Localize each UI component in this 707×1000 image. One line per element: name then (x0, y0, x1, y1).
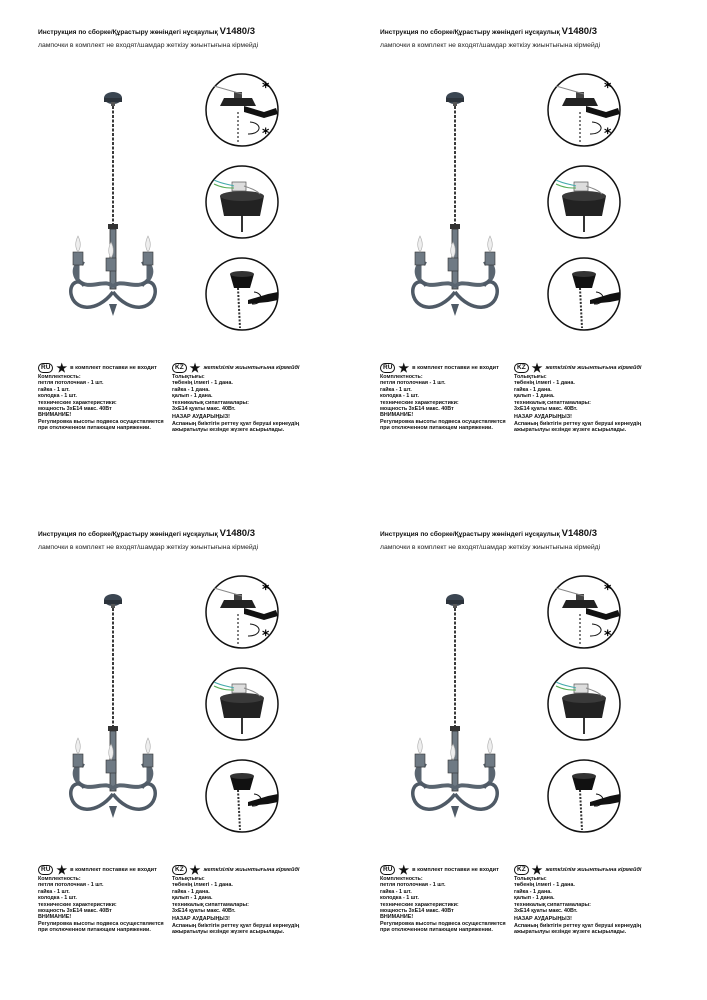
ru-kit-title: Комплектность: (38, 374, 81, 380)
kz-kit-item: төбенің ілмегі - 1 дана. (172, 882, 233, 889)
ru-kit-item: гайка - 1 шт. (380, 888, 412, 895)
kz-kit-title: Толықтығы: (172, 876, 205, 882)
kz-header (514, 864, 664, 876)
assembly-steps-illustration (204, 574, 280, 836)
kz-specs: 3хЕ14 қуаты макс. 40Вт. (514, 908, 578, 915)
kz-badge: KZ (172, 865, 187, 875)
kz-specs: 3хЕ14 қуаты макс. 40Вт. (172, 406, 236, 413)
star-icon: ★ (398, 361, 410, 375)
ru-specs: мощность 3хЕ14 макс. 40Вт (38, 908, 112, 915)
svg-text:*: * (604, 80, 612, 96)
kz-kit-item: қалып - 1 дана. (514, 393, 555, 400)
ru-section (380, 362, 530, 432)
instruction-panel-bottom-left (38, 524, 378, 994)
ru-kit-item: петля потолочная - 1 шт. (380, 882, 446, 889)
kz-specs-title: техникалық сипаттамалары: (172, 399, 249, 406)
ru-specs: мощность 3хЕ14 макс. 40Вт (380, 406, 454, 413)
assembly-steps-illustration (546, 72, 622, 334)
kz-star-note: жеткізілім жиынтығына кірмейді (545, 365, 642, 371)
model-number: V1480/3 (219, 26, 256, 37)
ru-kit-item: колодка - 1 шт. (38, 895, 77, 902)
ru-badge: RU (38, 363, 53, 373)
kz-header (514, 362, 664, 374)
ru-specs: мощность 3хЕ14 макс. 40Вт (38, 406, 112, 413)
ru-warning-line: Регулировка высоты подвеса осуществляется (380, 418, 506, 425)
kz-section (514, 864, 664, 936)
ru-warning-title: ВНИМАНИЕ! (380, 914, 414, 921)
kz-kit-item: төбенің ілмегі - 1 дана. (514, 882, 575, 889)
ru-warning-line: Регулировка высоты подвеса осуществляется (38, 418, 164, 425)
kz-kit-item: гайка - 1 дана. (514, 888, 552, 895)
kz-badge: KZ (172, 363, 187, 373)
ru-kit-item: петля потолочная - 1 шт. (38, 380, 104, 387)
ru-warning-line: при отключенном питающем напряжении. (38, 927, 151, 934)
kz-warning-line: Аспаның биіктігін реттеу қуат беруші кернеудің (172, 420, 300, 427)
star-icon: ★ (531, 863, 543, 877)
ru-header (380, 864, 530, 876)
instruction-title: Инструкция по сборке/Құрастыру жөніндегі нұсқаулық V1480/3 (38, 26, 256, 37)
kz-specs-title: техникалық сипаттамалары: (172, 901, 249, 908)
ru-kit-title: Комплектность: (38, 876, 81, 882)
ru-badge: RU (380, 363, 395, 373)
kz-warning-title: НАЗАР АУДАРЫҢЫЗ! (514, 916, 572, 923)
instruction-title: Инструкция по сборке/Құрастыру жөніндегі нұсқаулық V1480/3 (380, 26, 598, 37)
kz-kit-item: төбенің ілмегі - 1 дана. (172, 380, 233, 387)
ru-star-note: в комплект поставки не входит (70, 365, 157, 371)
kz-kit-item: төбенің ілмегі - 1 дана. (514, 380, 575, 387)
kz-warning-title: НАЗАР АУДАРЫҢЫЗ! (172, 414, 230, 421)
ru-star-note: в комплект поставки не входит (412, 365, 499, 371)
svg-text:*: * (604, 628, 612, 644)
kz-badge: KZ (514, 363, 529, 373)
star-icon: ★ (189, 863, 201, 877)
star-icon: ★ (398, 863, 410, 877)
kz-header (172, 864, 322, 876)
ru-header (38, 362, 188, 374)
ru-kit-item: колодка - 1 шт. (38, 393, 77, 400)
ru-kit-item: петля потолочная - 1 шт. (380, 380, 446, 387)
chandelier-illustration (408, 584, 528, 846)
kz-kit-item: қалып - 1 дана. (514, 895, 555, 902)
ru-star-note: в комплект поставки не входит (70, 867, 157, 873)
kz-warning-line: ажыратылуы кезінде жүзеге асырылады. (172, 427, 285, 434)
ru-warning-title: ВНИМАНИЕ! (38, 412, 72, 419)
instruction-panel-top-left (38, 22, 378, 492)
ru-warning-line: Регулировка высоты подвеса осуществляется (38, 920, 164, 927)
ru-badge: RU (38, 865, 53, 875)
ru-header (38, 864, 188, 876)
ru-kit-item: гайка - 1 шт. (38, 888, 70, 895)
chandelier-illustration (408, 82, 528, 344)
kz-warning-title: НАЗАР АУДАРЫҢЫЗ! (172, 916, 230, 923)
ru-kit-item: колодка - 1 шт. (380, 895, 419, 902)
kz-specs: 3хЕ14 қуаты макс. 40Вт. (172, 908, 236, 915)
ru-star-note: в комплект поставки не входит (412, 867, 499, 873)
kz-warning-line: Аспаның биіктігін реттеу қуат беруші кернеудің (514, 922, 642, 929)
instruction-title: Инструкция по сборке/Құрастыру жөніндегі нұсқаулық V1480/3 (38, 528, 256, 539)
model-number: V1480/3 (561, 26, 598, 37)
ru-kit-title: Комплектность: (380, 374, 423, 380)
ru-specs-title: технические характеристики: (38, 901, 117, 908)
instruction-subtitle: лампочки в комплект не входят/шамдар жеткізу жиынтығына кірмейді (38, 544, 259, 551)
kz-star-note: жеткізілім жиынтығына кірмейді (545, 867, 642, 873)
kz-kit-item: қалып - 1 дана. (172, 393, 213, 400)
kz-star-note: жеткізілім жиынтығына кірмейді (203, 867, 300, 873)
ru-warning-line: при отключенном питающем напряжении. (38, 425, 151, 432)
kz-specs-title: техникалық сипаттамалары: (514, 901, 591, 908)
ru-kit-item: петля потолочная - 1 шт. (38, 882, 104, 889)
kz-section (172, 362, 322, 434)
model-number: V1480/3 (561, 528, 598, 539)
svg-text:*: * (262, 126, 270, 142)
star-icon: ★ (531, 361, 543, 375)
chandelier-illustration (66, 82, 186, 344)
ru-kit-title: Комплектность: (380, 876, 423, 882)
ru-badge: RU (380, 865, 395, 875)
kz-specs: 3хЕ14 қуаты макс. 40Вт. (514, 406, 578, 413)
svg-text:*: * (262, 582, 270, 598)
kz-warning-line: ажыратылуы кезінде жүзеге асырылады. (172, 929, 285, 936)
instruction-subtitle: лампочки в комплект не входят/шамдар жеткізу жиынтығына кірмейді (380, 42, 601, 49)
star-icon: ★ (56, 863, 68, 877)
svg-text:*: * (604, 582, 612, 598)
kz-warning-title: НАЗАР АУДАРЫҢЫЗ! (514, 414, 572, 421)
ru-kit-item: гайка - 1 шт. (380, 386, 412, 393)
star-icon: ★ (189, 361, 201, 375)
star-icon: ★ (56, 361, 68, 375)
kz-warning-line: ажыратылуы кезінде жүзеге асырылады. (514, 929, 627, 936)
svg-text:*: * (262, 80, 270, 96)
kz-warning-line: Аспаның биіктігін реттеу қуат беруші кернеудің (172, 922, 300, 929)
ru-kit-item: колодка - 1 шт. (380, 393, 419, 400)
chandelier-illustration (66, 584, 186, 846)
kz-kit-title: Толықтығы: (514, 374, 547, 380)
kz-header (172, 362, 322, 374)
ru-warning-title: ВНИМАНИЕ! (38, 914, 72, 921)
instruction-title: Инструкция по сборке/Құрастыру жөніндегі нұсқаулық V1480/3 (380, 528, 598, 539)
kz-specs-title: техникалық сипаттамалары: (514, 399, 591, 406)
svg-text:*: * (604, 126, 612, 142)
kz-kit-title: Толықтығы: (172, 374, 205, 380)
svg-text:*: * (262, 628, 270, 644)
kz-star-note: жеткізілім жиынтығына кірмейді (203, 365, 300, 371)
ru-header (380, 362, 530, 374)
kz-warning-line: ажыратылуы кезінде жүзеге асырылады. (514, 427, 627, 434)
kz-kit-item: гайка - 1 дана. (514, 386, 552, 393)
instruction-subtitle: лампочки в комплект не входят/шамдар жеткізу жиынтығына кірмейді (380, 544, 601, 551)
ru-specs-title: технические характеристики: (38, 399, 117, 406)
ru-warning-line: Регулировка высоты подвеса осуществляется (380, 920, 506, 927)
kz-section (514, 362, 664, 434)
kz-badge: KZ (514, 865, 529, 875)
ru-warning-title: ВНИМАНИЕ! (380, 412, 414, 419)
model-number: V1480/3 (219, 528, 256, 539)
assembly-steps-illustration (546, 574, 622, 836)
instruction-subtitle: лампочки в комплект не входят/шамдар жеткізу жиынтығына кірмейді (38, 42, 259, 49)
kz-kit-item: гайка - 1 дана. (172, 386, 210, 393)
instruction-panel-top-right (380, 22, 707, 492)
assembly-steps-illustration (204, 72, 280, 334)
ru-section (380, 864, 530, 934)
ru-warning-line: при отключенном питающем напряжении. (380, 425, 493, 432)
ru-specs-title: технические характеристики: (380, 399, 459, 406)
kz-warning-line: Аспаның биіктігін реттеу қуат беруші кернеудің (514, 420, 642, 427)
ru-warning-line: при отключенном питающем напряжении. (380, 927, 493, 934)
ru-kit-item: гайка - 1 шт. (38, 386, 70, 393)
kz-kit-item: қалып - 1 дана. (172, 895, 213, 902)
kz-kit-title: Толықтығы: (514, 876, 547, 882)
ru-section (38, 362, 188, 432)
kz-kit-item: гайка - 1 дана. (172, 888, 210, 895)
kz-section (172, 864, 322, 936)
ru-section (38, 864, 188, 934)
instruction-panel-bottom-right (380, 524, 707, 994)
ru-specs: мощность 3хЕ14 макс. 40Вт (380, 908, 454, 915)
ru-specs-title: технические характеристики: (380, 901, 459, 908)
